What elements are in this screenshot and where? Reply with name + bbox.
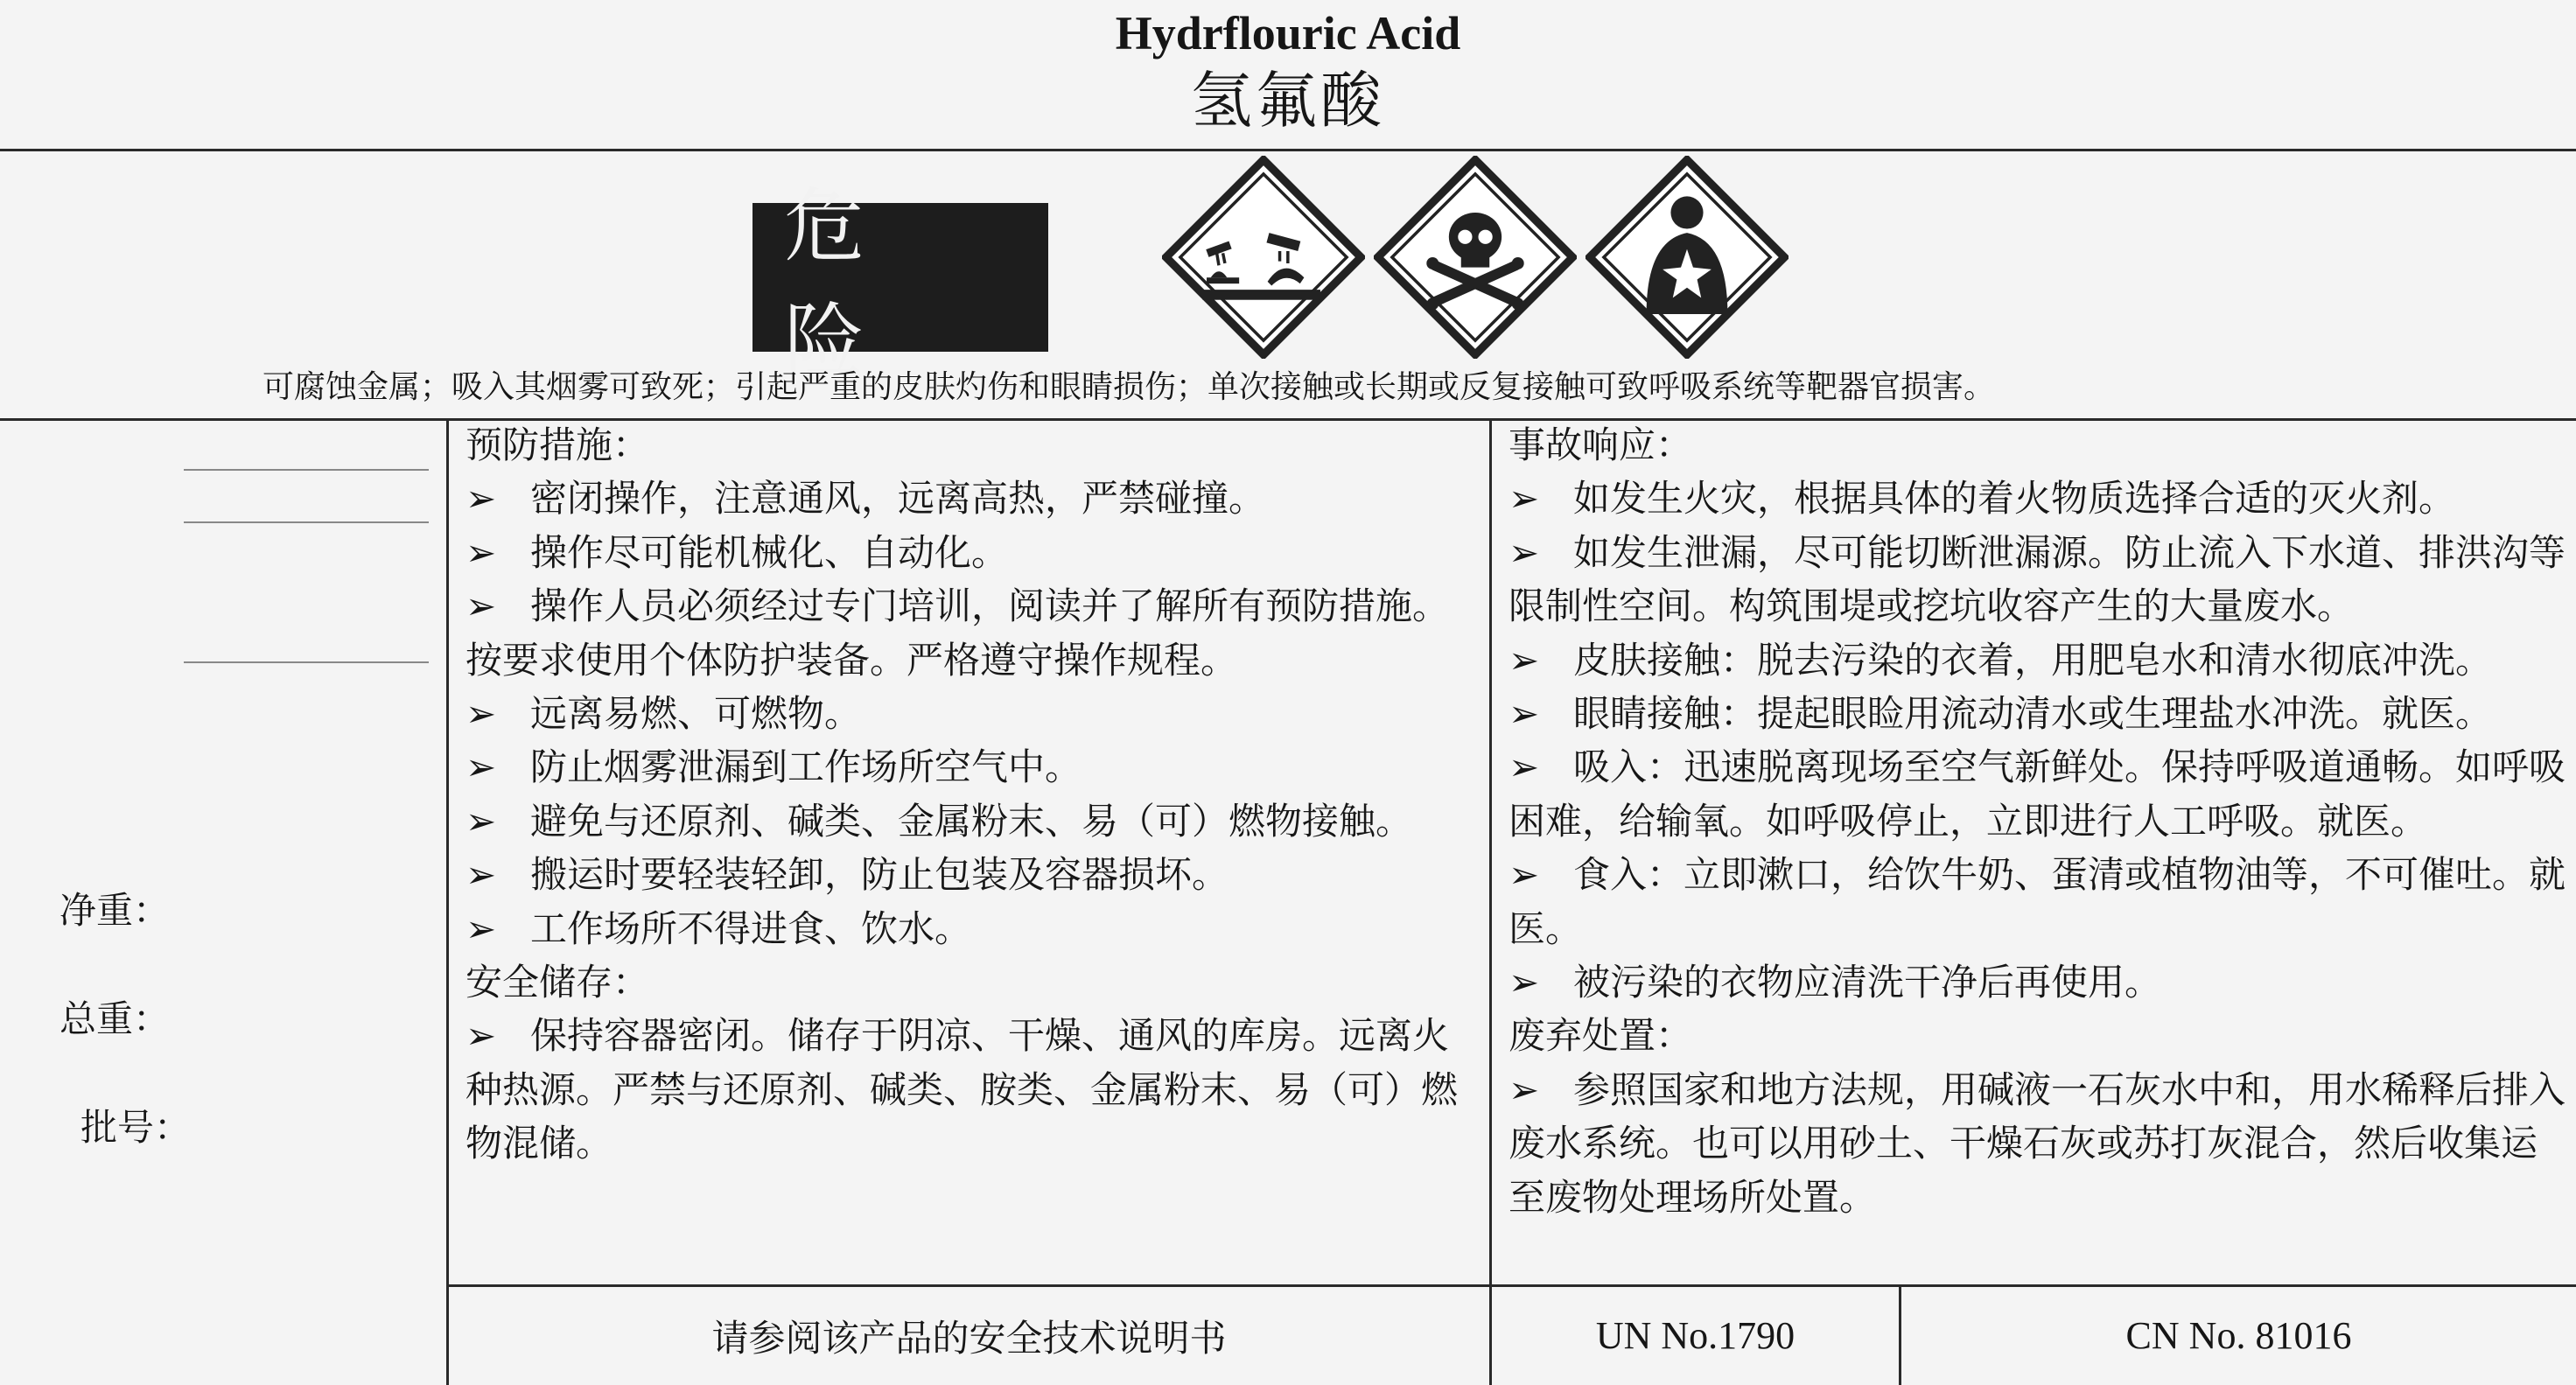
un-number: UN No.1790 — [1595, 1314, 1796, 1357]
response-heading: 事故响应： — [1508, 423, 1693, 466]
gross-weight-label: 总重： — [60, 997, 171, 1040]
bullet-arrow-icon: ➢ — [466, 853, 497, 897]
response-item — [1508, 955, 2567, 1009]
corrosion-icon — [1162, 156, 1365, 359]
bullet-arrow-icon: ➢ — [466, 530, 497, 574]
bullet-arrow-icon: ➢ — [1508, 692, 1540, 736]
bullet-arrow-icon: ➢ — [466, 906, 497, 950]
hazard-statement: 可腐蚀金属；吸入其烟雾可致死；引起严重的皮肤灼伤和眼睛损伤；单次接触或长期或反复接触可致呼吸系统等靶器官损害。 — [262, 369, 1996, 405]
storage-item-text: 保持容器密闭。储存于阴凉、干燥、通风的库房。远离火种热源。严禁与还原剂、碱类、胺类、金属粉末、易（可）燃物混储。 — [466, 1014, 1459, 1165]
bullet-arrow-icon: ➢ — [1508, 1067, 1540, 1111]
header-divider — [0, 149, 2576, 151]
response-item-text: 如发生火灾，根据具体的着火物质选择合适的灭火剂。 — [1573, 477, 2456, 521]
net-weight-label: 净重： — [60, 889, 171, 932]
disposal-list — [1508, 1063, 2567, 1224]
bullet-arrow-icon: ➢ — [466, 745, 497, 789]
prevention-item — [466, 526, 1472, 579]
response-item — [1508, 526, 2567, 633]
column-divider-middle — [1489, 418, 1492, 1385]
response-item — [1508, 740, 2567, 848]
prevention-item — [466, 579, 1472, 687]
storage-list — [466, 1009, 1472, 1170]
response-item-text: 眼睛接触：提起眼睑用流动清水或生理盐水冲洗。就医。 — [1573, 692, 2493, 736]
prevention-item-text: 操作人员必须经过专门培训，阅读并了解所有预防措施。按要求使用个体防护装备。严格遵守操作规程。 — [466, 584, 1450, 682]
response-item-text: 吸入：迅速脱离现场至空气新鲜处。保持呼吸道通畅。如呼吸困难，给输氧。如呼吸停止，立即进行人工呼吸。就医。 — [1508, 745, 2566, 843]
bullet-arrow-icon: ➢ — [1508, 961, 1540, 1004]
decorative-stub — [184, 521, 429, 523]
response-item-text: 如发生泄漏，尽可能切断泄漏源。防止流入下水道、排洪沟等限制性空间。构筑围堤或挖坑收容产生的大量废水。 — [1508, 530, 2566, 628]
signal-word-box — [752, 179, 1048, 388]
bullet-arrow-icon: ➢ — [466, 692, 497, 736]
bullet-arrow-icon: ➢ — [466, 799, 497, 843]
bullet-arrow-icon: ➢ — [1508, 853, 1540, 897]
prevention-item — [466, 848, 1472, 901]
response-item-text: 食入：立即漱口，给饮牛奶、蛋清或植物油等，不可催吐。就医。 — [1508, 853, 2566, 950]
prevention-item — [466, 687, 1472, 740]
prevention-item-text: 操作尽可能机械化、自动化。 — [530, 530, 1009, 574]
prevention-item-text: 工作场所不得进食、饮水。 — [530, 906, 972, 950]
sds-reference-note: 请参阅该产品的安全技术说明书 — [711, 1316, 1227, 1360]
signal-word-text: 危 险 — [784, 179, 897, 388]
cn-number: CN No. 81016 — [2125, 1314, 2352, 1357]
storage-heading: 安全储存： — [466, 961, 650, 1004]
response-item-text: 被污染的衣物应清洗干净后再使用。 — [1573, 961, 2162, 1004]
prevention-item — [466, 472, 1472, 525]
bullet-arrow-icon: ➢ — [466, 1014, 497, 1058]
response-column — [1508, 418, 2567, 1224]
prevention-item — [466, 740, 1472, 794]
column-divider-left — [446, 418, 449, 1385]
disposal-item — [1508, 1063, 2567, 1224]
response-item — [1508, 848, 2567, 955]
response-item — [1508, 687, 2567, 740]
prevention-item-text: 远离易燃、可燃物。 — [530, 692, 862, 736]
disposal-heading: 废弃处置： — [1508, 1014, 1693, 1058]
bullet-arrow-icon: ➢ — [1508, 477, 1540, 521]
prevention-heading: 预防措施： — [466, 423, 650, 466]
prevention-item-text: 密闭操作，注意通风，远离高热，严禁碰撞。 — [530, 477, 1266, 521]
prevention-item — [466, 902, 1472, 955]
prevention-item-text: 避免与还原剂、碱类、金属粉末、易（可）燃物接触。 — [530, 799, 1413, 843]
bullet-arrow-icon: ➢ — [466, 584, 497, 628]
health-hazard-icon — [1586, 156, 1788, 359]
prevention-column — [466, 418, 1472, 1171]
response-item — [1508, 633, 2567, 687]
prevention-list — [466, 472, 1472, 955]
product-title-english: Hydrflouric Acid — [1115, 7, 1461, 59]
prevention-item — [466, 794, 1472, 848]
prevention-item-text: 防止烟雾泄漏到工作场所空气中。 — [530, 745, 1082, 789]
decorative-stub — [184, 661, 429, 663]
response-item-text: 皮肤接触：脱去污染的衣着，用肥皂水和清水彻底冲洗。 — [1573, 638, 2493, 682]
storage-item — [466, 1009, 1472, 1170]
prevention-item-text: 搬运时要轻装轻卸，防止包装及容器损坏。 — [530, 853, 1229, 897]
bullet-arrow-icon: ➢ — [1508, 745, 1540, 789]
batch-number-label: 批号： — [80, 1106, 192, 1149]
response-list — [1508, 472, 2567, 1009]
product-title-chinese: 氢氟酸 — [1191, 65, 1385, 136]
bullet-arrow-icon: ➢ — [466, 477, 497, 521]
bullet-arrow-icon: ➢ — [1508, 638, 1540, 682]
response-item — [1508, 472, 2567, 525]
decorative-stub — [184, 469, 429, 471]
disposal-item-text: 参照国家和地方法规，用碱液一石灰水中和，用水稀释后排入废水系统。也可以用砂土、干燥石灰或苏打灰混合，然后收集运至废物处理场所处置。 — [1508, 1067, 2566, 1219]
skull-crossbones-icon — [1374, 156, 1577, 359]
bullet-arrow-icon: ➢ — [1508, 530, 1540, 574]
